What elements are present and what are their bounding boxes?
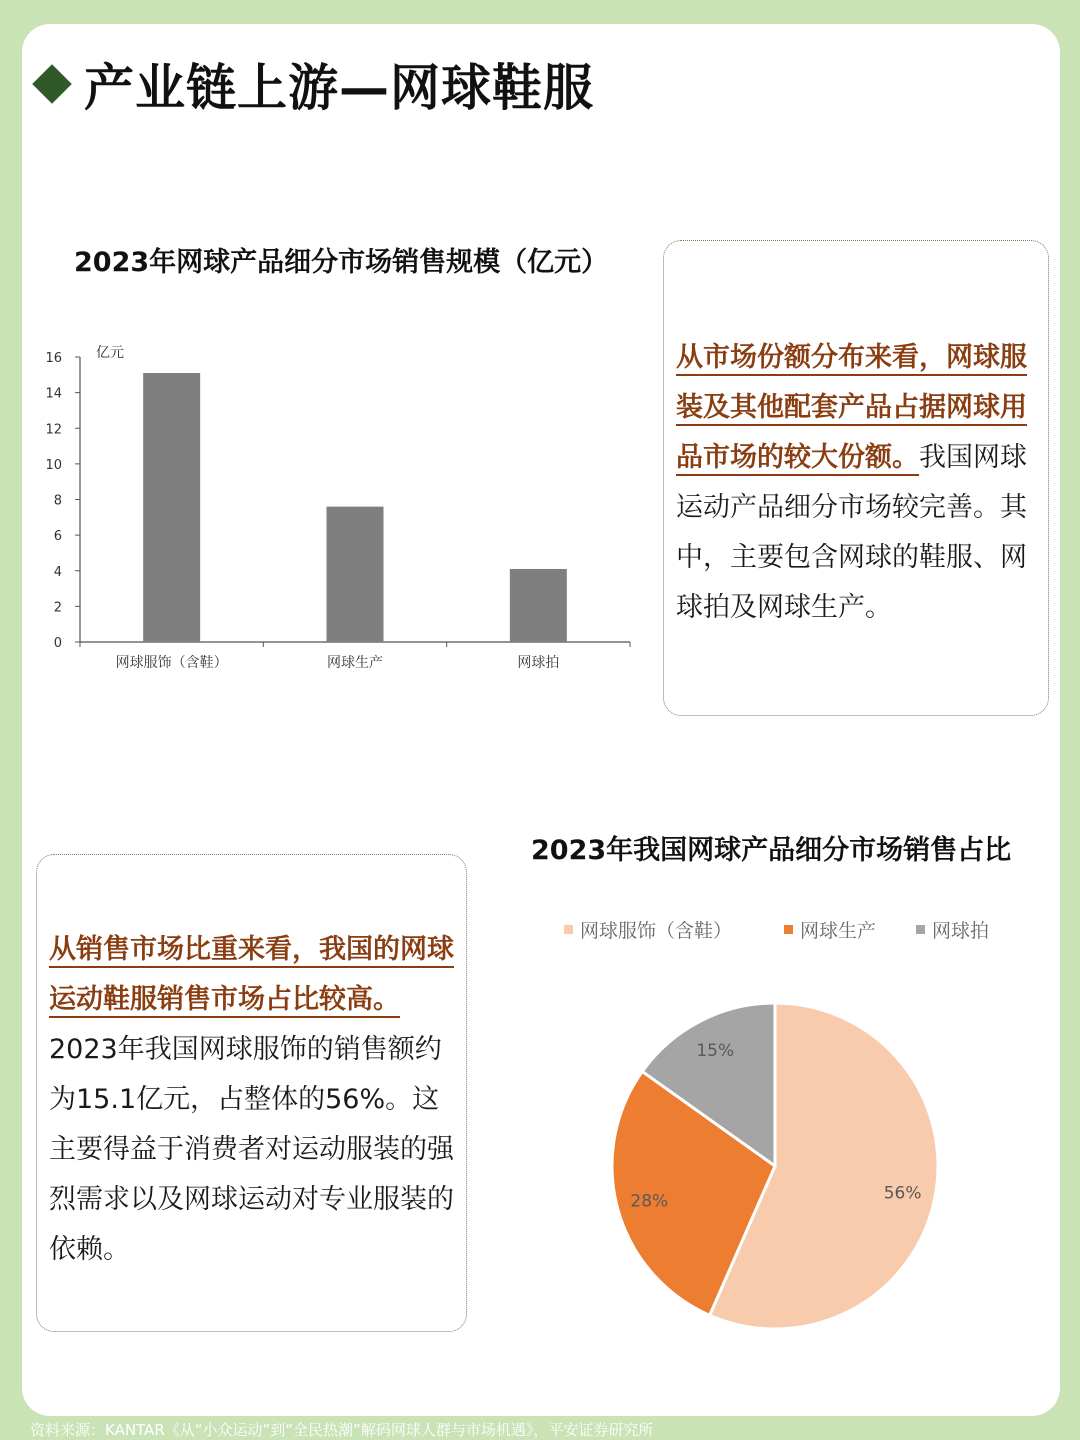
page-title: 产业链上游—网球鞋服: [84, 59, 594, 117]
x-tick-label: 网球拍: [517, 655, 560, 671]
source-note: 资料来源：KANTAR《从“小众运动”到“全民热潮”解码网球人群与市场机遇》，平安证券研究所: [30, 1421, 654, 1439]
bar-3: [510, 569, 567, 642]
y-tick-label: 6: [53, 529, 62, 545]
legend-swatch-2: [784, 925, 793, 934]
text-box-sales-ratio-content: [49, 925, 457, 1275]
pie-data-label: 28%: [630, 1191, 669, 1212]
bar-chart: [30, 330, 650, 680]
body-text: 我国网球运动产品细分市场较完善。其中，主要包含网球的鞋服、网球拍及网球生产。: [676, 442, 1027, 623]
y-tick-label: 10: [45, 457, 62, 473]
y-tick-label: 0: [53, 636, 62, 651]
header: [30, 52, 594, 116]
legend-label: 网球拍: [932, 920, 990, 942]
body-text: 2023年我国网球服饰的销售额约为15.1亿元，占整体的56%。这主要得益于消费者对运动服装的强烈需求以及网球运动对专业服装的依赖。: [49, 1034, 454, 1265]
highlight-text: 从销售市场比重来看，我国的网球运动鞋服销售市场占比较高。: [49, 934, 454, 1015]
pie-chart: [540, 900, 1040, 1350]
y-tick-label: 12: [45, 422, 62, 438]
legend-swatch-3: [916, 925, 925, 934]
y-tick-label: 14: [45, 386, 62, 402]
legend-label: 网球服饰（含鞋）: [580, 920, 733, 942]
legend-label: 网球生产: [800, 920, 877, 942]
bar-1: [143, 373, 200, 642]
pie-data-label: 56%: [883, 1183, 922, 1204]
highlight-text: 从市场份额分布来看，网球服装及其他配套产品占据网球用品市场的较大份额。: [676, 342, 1027, 473]
pie-data-label: 15%: [696, 1041, 735, 1062]
diamond-bullet-icon: [32, 64, 72, 104]
y-tick-label: 8: [53, 493, 62, 509]
bar-2: [327, 507, 384, 642]
pie-chart-title: 2023年我国网球产品细分市场销售占比: [531, 835, 1012, 866]
y-unit-label: 亿元: [96, 345, 124, 361]
y-tick-label: 4: [53, 564, 62, 580]
y-tick-label: 2: [53, 600, 62, 616]
bar-chart-title: 2023年网球产品细分市场销售规模（亿元）: [74, 247, 609, 278]
x-tick-label: 网球服饰（含鞋）: [115, 655, 228, 671]
legend-swatch-1: [564, 925, 573, 934]
x-tick-label: 网球生产: [327, 655, 383, 671]
y-tick-label: 16: [45, 351, 62, 366]
text-box-market-share-content: [676, 333, 1038, 633]
